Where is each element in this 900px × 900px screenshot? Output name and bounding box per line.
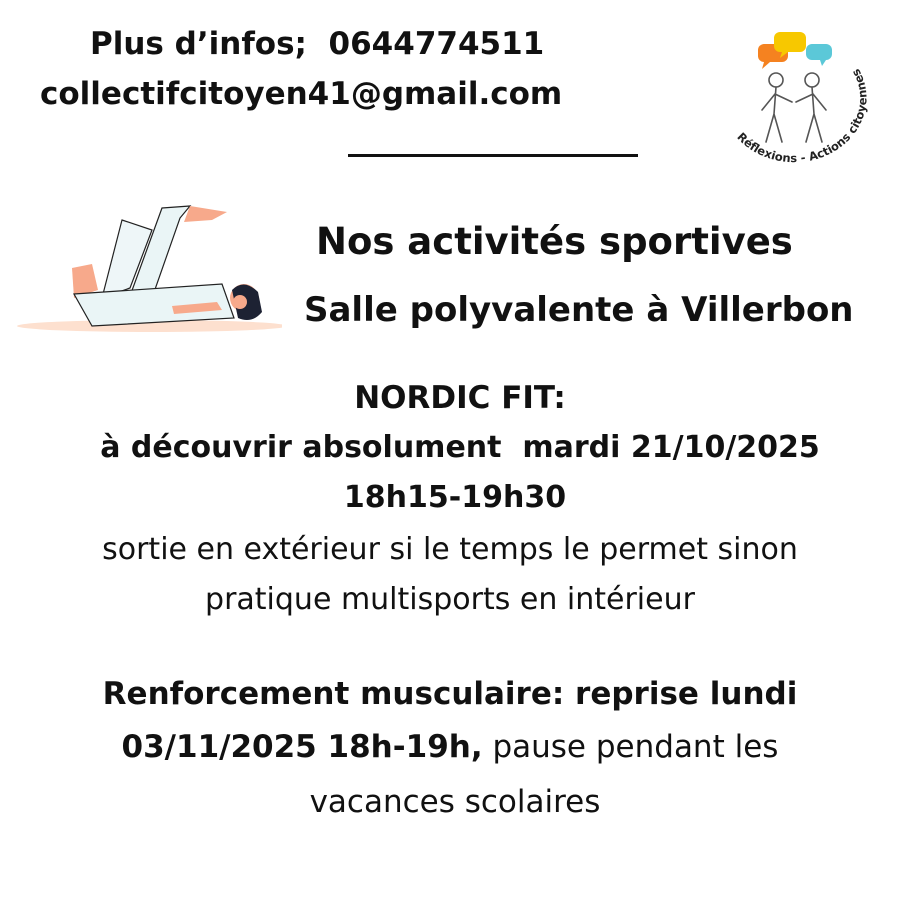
renfo-date-line xyxy=(0,729,900,765)
location-subtitle: Salle polyvalente à Villerbon xyxy=(304,290,854,330)
contact-email: collectifcitoyen41@gmail.com xyxy=(40,76,563,112)
collectif-logo xyxy=(722,22,872,172)
nordic-schedule: 18h15-19h30 xyxy=(343,480,567,515)
nordic-description-line1: sortie en extérieur si le temps le permet sinon xyxy=(102,532,798,567)
contact-phone-line: Plus d’infos; 0644774511 xyxy=(90,26,545,62)
renfo-pause-text: pause pendant les xyxy=(482,729,779,765)
header-divider xyxy=(348,154,638,157)
renfo-date: 03/11/2025 18h-19h, xyxy=(121,729,483,765)
logo-caption: Réflexions - Actions citoyennes xyxy=(734,66,870,166)
svg-text:Réflexions - Actions citoyenne xyxy=(734,67,869,166)
nordic-description-line2: pratique multisports en intérieur xyxy=(205,582,695,617)
renfo-heading: Renforcement musculaire: reprise lundi xyxy=(102,676,798,712)
renfo-vacances: vacances scolaires xyxy=(309,784,601,820)
page-title: Nos activités sportives xyxy=(316,220,793,263)
nordic-date-line: à découvrir absolument mardi 21/10/2025 xyxy=(100,430,820,465)
woman-exercising-illustration xyxy=(12,198,282,338)
nordic-heading: NORDIC FIT: xyxy=(354,380,566,416)
